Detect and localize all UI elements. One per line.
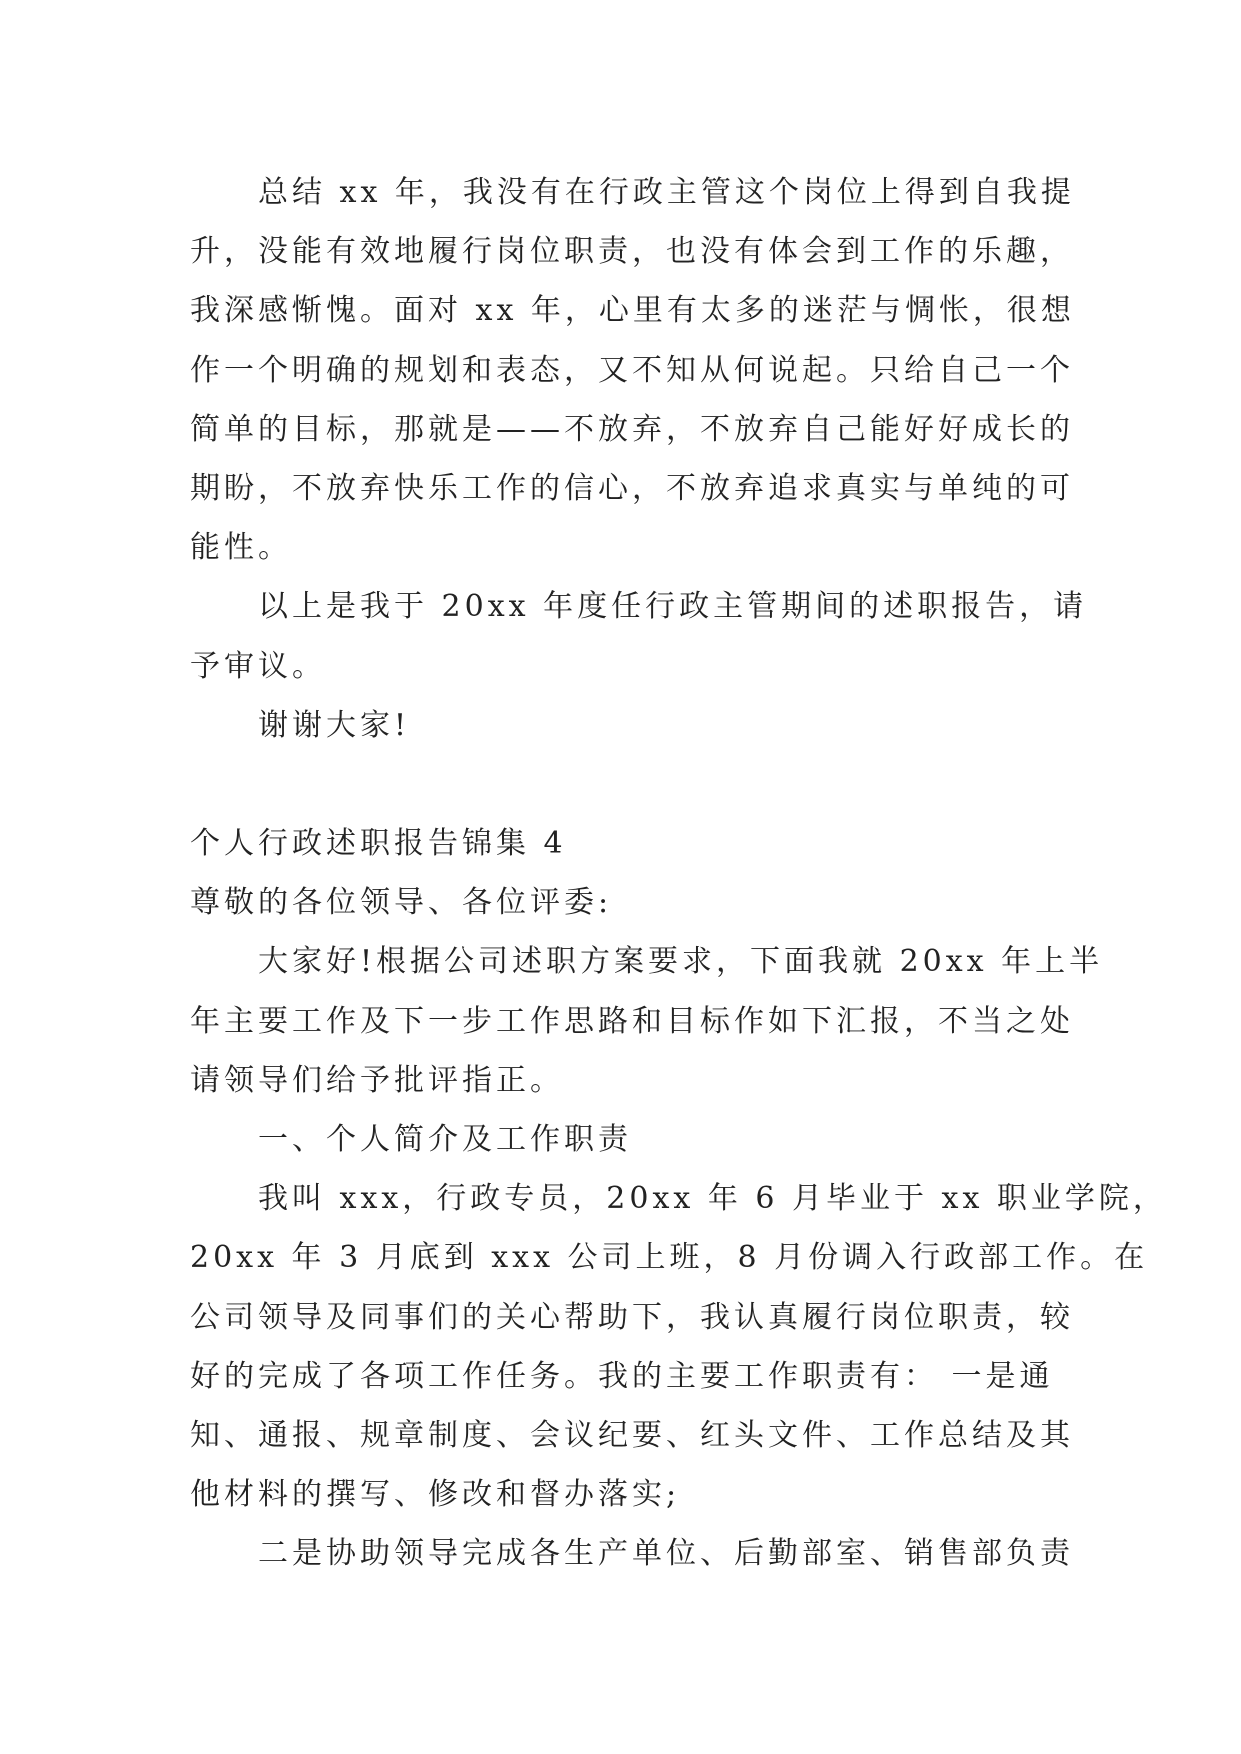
paragraph-line: 我深感惭愧。面对 xx 年，心里有太多的迷茫与惆怅，很想 [190,293,1075,329]
paragraph-line: 以上是我于 20xx 年度任行政主管期间的述职报告，请 [258,589,1088,625]
paragraph-line: 他材料的撰写、修改和督办落实; [190,1477,681,1513]
paragraph-line: 二是协助领导完成各生产单位、后勤部室、销售部负责 [258,1536,1074,1572]
paragraph-line: 20xx 年 3 月底到 xxx 公司上班，8 月份调入行政部工作。在 [190,1240,1149,1276]
paragraph-line: 总结 xx 年，我没有在行政主管这个岗位上得到自我提 [258,175,1075,210]
document-body [190,163,1167,1584]
closing-line: 谢谢大家! [258,707,411,743]
salutation: 尊敬的各位领导、各位评委: [190,885,613,921]
paragraph-line: 期盼，不放弃快乐工作的信心，不放弃追求真实与单纯的可 [190,470,1074,506]
paragraph-line: 知、通报、规章制度、会议纪要、红头文件、工作总结及其 [190,1417,1074,1453]
paragraph-line: 升，没能有效地履行岗位职责，也没有体会到工作的乐趣， [190,234,1074,270]
paragraph-line: 简单的目标，那就是——不放弃，不放弃自己能好好成长的 [190,411,1074,447]
blank-line [190,755,1050,814]
paragraph-line: 能性。 [190,530,292,566]
paragraph-line: 年主要工作及下一步工作思路和目标作如下汇报，不当之处 [190,1003,1074,1039]
paragraph-line: 大家好!根据公司述职方案要求，下面我就 20xx 年上半 [258,944,1104,980]
paragraph-line: 公司领导及同事们的关心帮助下，我认真履行岗位职责，较 [190,1299,1074,1335]
paragraph-line: 请领导们给予批评指正。 [190,1062,564,1098]
paragraph-line: 好的完成了各项工作任务。我的主要工作职责有： 一是通 [190,1358,1054,1394]
paragraph-line: 作一个明确的规划和表态，又不知从何说起。只给自己一个 [190,352,1074,388]
subheading: 一、个人简介及工作职责 [258,1122,632,1157]
paragraph-line: 予审议。 [190,648,326,684]
section-title: 个人行政述职报告锦集 4 [190,826,567,862]
paragraph-line: 我叫 xxx，行政专员，20xx 年 6 月毕业于 xx 职业学院， [258,1181,1167,1217]
